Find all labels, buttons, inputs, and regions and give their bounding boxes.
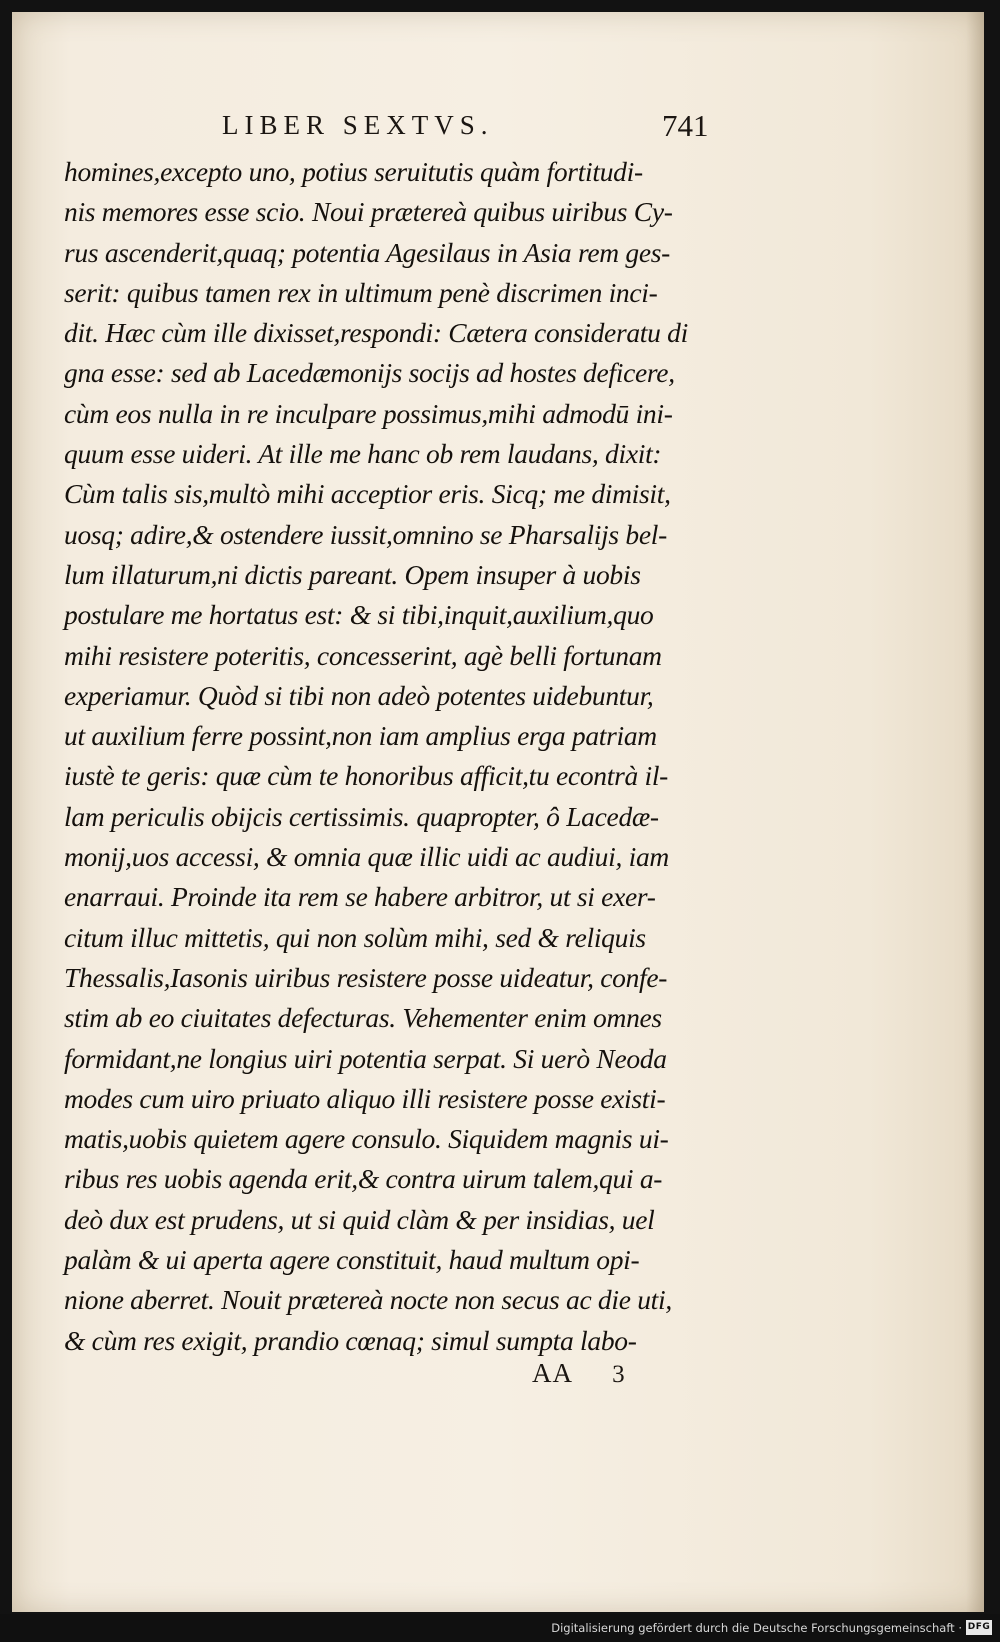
- text-line: monij,uos accessi, & omnia quæ illic uidi ac audiui, iam: [64, 841, 669, 873]
- text-line: & cùm res exigit, prandio cœnaq; simul sumpta labo-: [64, 1324, 637, 1356]
- text-line: modes cum uiro priuato aliquo illi resistere posse existi-: [64, 1082, 666, 1114]
- text-line: Thessalis,Iasonis uiribus resistere posse uideatur, confe-: [64, 961, 668, 993]
- text-line: enarraui. Proinde ita rem se habere arbitror, ut si exer-: [64, 881, 656, 913]
- page-edge-shadow: [966, 12, 984, 1612]
- page-number: 741: [662, 108, 709, 143]
- text-line: formidant,ne longius uiri potentia serpat. Si uerò Neoda: [64, 1042, 667, 1074]
- text-line: postulare me hortatus est: & si tibi,inquit,auxilium,quo: [64, 599, 654, 631]
- text-line: uosq; adire,& ostendere iussit,omnino se Pharsalijs bel-: [64, 518, 667, 550]
- text-line: experiamur. Quòd si tibi non adeò potentes uidebuntur,: [64, 679, 654, 711]
- text-line: cùm eos nulla in re inculpare possimus,mihi admodū ini-: [64, 397, 673, 429]
- text-line: iustè te geris: quæ cùm te honoribus afficit,tu econtrà il-: [64, 760, 669, 792]
- body-text: [64, 152, 744, 1361]
- text-line: nione aberret. Nouit prætereà nocte non secus ac die uti,: [64, 1284, 672, 1316]
- text-line: rus ascenderit,quaq; potentia Agesilaus in Asia rem ges-: [64, 236, 670, 268]
- text-line: nis memores esse scio. Noui prætereà quibus uiribus Cy-: [64, 196, 673, 228]
- text-line: palàm & ui aperta agere constituit, haud multum opi-: [64, 1244, 640, 1276]
- funding-credit: Digitalisierung gefördert durch die Deutsche Forschungsgemeinschaft ·: [551, 1621, 962, 1635]
- text-line: deò dux est prudens, ut si quid clàm & per insidias, uel: [64, 1203, 655, 1235]
- text-line: ut auxilium ferre possint,non iam amplius erga patriam: [64, 720, 657, 752]
- text-line: mihi resistere poteritis, concesserint, agè belli fortunam: [64, 639, 662, 671]
- text-line: citum illuc mittetis, qui non solùm mihi, sed & reliquis: [64, 921, 646, 953]
- text-line: lum illaturum,ni dictis pareant. Opem insuper à uobis: [64, 558, 641, 590]
- dfg-logo: DFG: [966, 1620, 992, 1635]
- footer-bar: [0, 1614, 1000, 1642]
- text-line: stim ab eo ciuitates defecturas. Vehementer enim omnes: [64, 1002, 662, 1034]
- signature-letters: AA: [532, 1358, 573, 1388]
- text-line: dit. Hæc cùm ille dixisset,respondi: Cætera consideratu di: [64, 317, 688, 349]
- text-line: Cùm talis sis,multò mihi acceptior eris. Sicq; me dimisit,: [64, 478, 671, 510]
- text-line: gna esse: sed ab Lacedæmonijs socijs ad hostes deficere,: [64, 357, 675, 389]
- text-line: lam periculis obijcis certissimis. quapropter, ô Lacedæ-: [64, 800, 659, 832]
- text-line: matis,uobis quietem agere consulo. Siquidem magnis ui-: [64, 1123, 669, 1155]
- text-line: quum esse uideri. At ille me hanc ob rem laudans, dixit:: [64, 438, 662, 470]
- signature-mark: [532, 1358, 625, 1394]
- text-line: serit: quibus tamen rex in ultimum penè discrimen inci-: [64, 276, 658, 308]
- text-line: homines,excepto uno, potius seruitutis quàm fortitudi-: [64, 156, 643, 187]
- running-head: [12, 110, 984, 150]
- running-title: LIBER SEXTVS.: [222, 110, 494, 140]
- book-page: [12, 12, 984, 1612]
- signature-number: 3: [612, 1361, 625, 1388]
- text-line: ribus res uobis agenda erit,& contra uirum talem,qui a-: [64, 1163, 663, 1195]
